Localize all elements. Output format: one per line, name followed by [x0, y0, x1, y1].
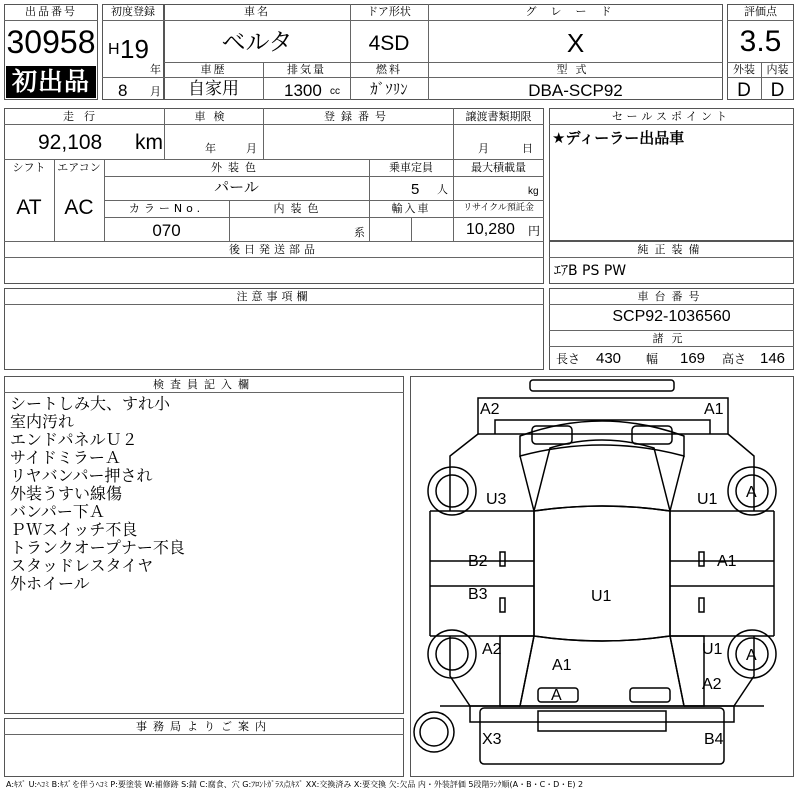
- int-color-unit: 系: [354, 226, 365, 239]
- later-parts-label: 後日発送部品: [229, 243, 319, 256]
- inspector-note: 外ホイール: [10, 574, 90, 593]
- windshield: [534, 440, 670, 511]
- front-left-wheel-inner: [436, 475, 468, 507]
- mileage-label: 走行: [63, 110, 105, 123]
- rear-left-wheel-outer: [428, 630, 476, 678]
- rear-left-wheel-inner: [436, 638, 468, 670]
- front-bumper-top: [530, 380, 674, 391]
- shift: AT: [16, 196, 42, 219]
- shift-label: シフト: [12, 161, 46, 174]
- inspector-note: 外装うすい線傷: [10, 484, 123, 503]
- mark-right-rear-fender: U1: [702, 641, 723, 658]
- color-no-label: カラーNo.: [128, 202, 205, 215]
- recycle-label: リサイクル預託金: [463, 203, 534, 213]
- inspector-note: バンパー下Ａ: [10, 502, 105, 521]
- chassis-number: SCP92-1036560: [612, 308, 731, 325]
- ac: AC: [64, 196, 94, 219]
- displacement: 1300: [284, 81, 322, 100]
- reg-year: 19: [120, 34, 149, 64]
- inspection-year-unit: 年: [205, 142, 216, 155]
- inspector-note: トランクオープナー不良: [10, 538, 185, 557]
- inspector-note: 室内汚れ: [10, 412, 75, 431]
- hood-vent-left: [532, 426, 572, 444]
- inspector-note: ＰＷスイッチ不良: [10, 520, 138, 539]
- first-entry-badge: 初出品: [6, 66, 96, 98]
- specs-title: 諸元: [652, 332, 691, 345]
- width-label: 幅: [646, 352, 659, 366]
- mark-left-rear-fender: A2: [482, 641, 502, 658]
- notes-title: 注意事項欄: [236, 290, 312, 303]
- mark-bottom-right: B4: [704, 731, 724, 748]
- height-value: 146: [760, 350, 786, 367]
- fuel-label: 燃料: [376, 63, 402, 76]
- max-load-label: 最大積載量: [471, 161, 526, 174]
- first-reg-label: 初度登録: [111, 5, 155, 18]
- mark-top-right: A1: [704, 401, 724, 418]
- displacement-unit: cc: [330, 86, 340, 97]
- grade: X: [566, 28, 585, 58]
- mark-top-left: A2: [480, 401, 500, 418]
- score-label: 評価点: [744, 5, 777, 18]
- mark-right-rear-door: A1: [717, 553, 737, 570]
- left-rear-fender: [450, 636, 470, 706]
- mileage-unit: km: [135, 131, 163, 154]
- exterior-grade: D: [737, 80, 751, 101]
- car-name-label: 車名: [244, 5, 270, 18]
- trunk-lid: [480, 708, 724, 764]
- inspector-note: サイドミラーＡ: [10, 448, 121, 467]
- inspector-title: 検査員記入欄: [153, 378, 255, 391]
- trunk-plate: [538, 711, 666, 731]
- right-rear-door-handle: [699, 598, 704, 612]
- width-value: 169: [680, 350, 706, 367]
- door-label: ドア形状: [367, 5, 411, 18]
- mark-front-right-wheel: A: [746, 484, 757, 501]
- mark-rear-bumper: A: [551, 687, 562, 704]
- equipment-text: ｴｱB PS PW: [554, 263, 627, 279]
- mark-left-rear-quarter: B3: [468, 586, 488, 603]
- mark-rear-right-wheel: A: [746, 647, 757, 664]
- recycle-amount: 10,280: [466, 221, 515, 238]
- mark-bottom-left: X3: [482, 731, 502, 748]
- year-unit: 年: [150, 63, 161, 76]
- ac-label: エアコン: [57, 161, 101, 174]
- mileage: 92,108: [38, 131, 103, 154]
- int-color-label: 内装色: [273, 202, 325, 215]
- displacement-label: 排気量: [287, 63, 326, 76]
- model-code: DBA-SCP92: [528, 81, 623, 100]
- lot-number: 30958: [6, 24, 96, 60]
- inspector-note: エンドパネルＵ２: [10, 430, 138, 449]
- registration-label: 登録番号: [324, 110, 392, 123]
- transfer-doc-label: 譲渡書類期限: [465, 110, 532, 123]
- left-door-handle: [500, 552, 505, 566]
- door-type: 4SD: [368, 32, 410, 55]
- front-left-wheel-outer: [428, 467, 476, 515]
- equipment-title: 純正装備: [637, 243, 706, 256]
- grade-label: グレード: [525, 5, 626, 18]
- transfer-day-unit: 日: [522, 142, 533, 155]
- car-damage-diagram: [410, 376, 794, 777]
- import-label: 輸入車: [391, 202, 431, 215]
- rear-right-quarter: [670, 636, 704, 706]
- mark-right-rear-corner: A2: [702, 676, 722, 693]
- car-name: ベルタ: [221, 28, 293, 56]
- score: 3.5: [739, 25, 782, 58]
- mark-left-rear-door: B2: [468, 553, 488, 570]
- capacity-label: 乗車定員: [389, 161, 433, 174]
- office-title: 事務局よりご案内: [136, 720, 272, 733]
- sales-point-title: セールスポイント: [611, 110, 731, 123]
- interior-grade: D: [770, 80, 785, 101]
- max-load-unit: kg: [528, 186, 539, 197]
- ext-color-label: 外装色: [211, 161, 262, 174]
- ext-color: パール: [214, 178, 259, 196]
- capacity: 5: [411, 181, 420, 198]
- color-no: 070: [152, 221, 181, 240]
- month-unit: 月: [150, 85, 161, 98]
- mark-left-front-door: U3: [486, 491, 507, 508]
- sales-point-text: ★ディーラー出品車: [552, 129, 685, 147]
- recycle-unit: 円: [528, 224, 541, 238]
- transfer-month-unit: 月: [478, 142, 489, 155]
- history: 自家用: [188, 79, 239, 99]
- hood-vent-right: [632, 426, 672, 444]
- length-value: 430: [596, 350, 622, 367]
- mark-roof: U1: [591, 588, 612, 605]
- spare-wheel-inner: [420, 718, 448, 746]
- inspection-month-unit: 月: [246, 142, 257, 155]
- height-label: 高さ: [722, 352, 747, 366]
- reg-month: 8: [118, 81, 128, 100]
- interior-label: 内装: [766, 63, 789, 76]
- history-label: 車歴: [200, 63, 227, 76]
- inspector-note: シートしみ大、すれ小: [10, 394, 171, 413]
- mark-trunk: A1: [552, 657, 572, 674]
- mark-right-front-door: U1: [697, 491, 718, 508]
- rear-window: [520, 636, 684, 706]
- capacity-unit: 人: [437, 183, 448, 196]
- inspector-note: リヤバンパー押され: [10, 466, 153, 485]
- front-bumper: [478, 398, 728, 434]
- legend-text: A:ｷｽﾞ U:ﾍｺﾐ B:ｷｽﾞを伴うﾍｺﾐ P:要塗装 W:補修跡 S:錆 C:腐食、穴 G:ﾌﾛﾝﾄｶﾞﾗｽ点ｷｽﾞ XX:交換済み X:要交換 欠:欠品 内・外装評価 5段階ﾗﾝｸ順(A・B・C・D・E) 2: [6, 780, 584, 789]
- model-label: 型式: [556, 63, 595, 76]
- inspector-note: スタッドレスタイヤ: [10, 556, 154, 575]
- inspection-label: 車検: [194, 110, 233, 123]
- exterior-label: 外装: [733, 63, 755, 76]
- fuel: ｶﾞｿﾘﾝ: [370, 80, 408, 98]
- right-door-handle: [699, 552, 704, 566]
- rear-plate-right: [630, 688, 670, 702]
- roof: [534, 506, 670, 641]
- chassis-title: 車台番号: [637, 290, 706, 303]
- era: H: [108, 41, 120, 58]
- left-rear-door-handle: [500, 598, 505, 612]
- hood-edge: [495, 420, 710, 434]
- lot-number-label: 出品番号: [25, 5, 77, 18]
- rear-left-quarter: [500, 636, 534, 706]
- inspector-notes-list: [10, 395, 185, 593]
- length-label: 長さ: [556, 352, 581, 366]
